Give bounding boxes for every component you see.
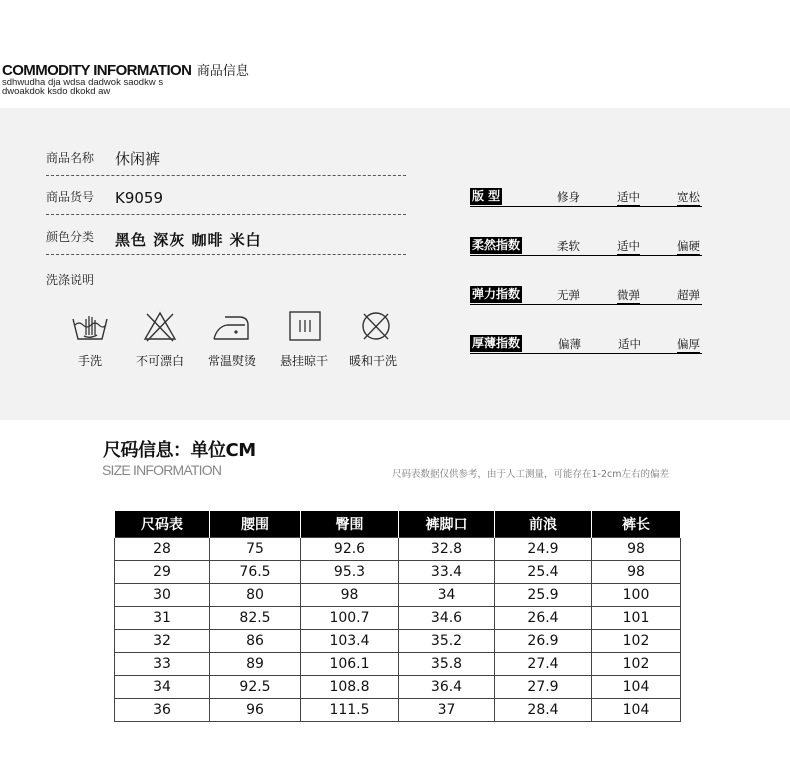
table-cell: 33 bbox=[115, 653, 210, 676]
code-label: 商品货号 bbox=[46, 190, 95, 204]
divider bbox=[46, 254, 406, 255]
size-title: 尺码信息：单位CM bbox=[103, 440, 256, 461]
care-label: 悬挂晾干 bbox=[279, 354, 328, 368]
table-row bbox=[115, 607, 681, 630]
table-cell: 98 bbox=[301, 584, 399, 607]
table-row bbox=[115, 653, 681, 676]
table-cell: 25.4 bbox=[495, 561, 592, 584]
size-subtitle: SIZE INFORMATION bbox=[102, 462, 222, 478]
col-header-size: 尺码表 bbox=[115, 511, 210, 538]
name-value: 休闲裤 bbox=[115, 150, 161, 168]
hand-wash-icon bbox=[70, 309, 110, 345]
table-cell: 27.4 bbox=[495, 653, 592, 676]
care-label: 手洗 bbox=[77, 354, 102, 368]
col-header-hip: 臀围 bbox=[301, 511, 399, 538]
index-label-fit: 版 型 bbox=[472, 189, 501, 203]
table-cell: 76.5 bbox=[210, 561, 301, 584]
table-cell: 103.4 bbox=[301, 630, 399, 653]
index-label-elasticity: 弹力指数 bbox=[472, 287, 521, 301]
table-cell: 26.4 bbox=[495, 607, 592, 630]
index-line bbox=[470, 255, 702, 256]
table-cell: 111.5 bbox=[301, 699, 399, 722]
thickness-option-thin: 偏薄 bbox=[558, 337, 581, 351]
table-row bbox=[115, 584, 681, 607]
softness-option-medium: 适中 bbox=[617, 239, 640, 253]
table-cell: 34 bbox=[115, 676, 210, 699]
table-cell: 35.2 bbox=[399, 630, 495, 653]
index-line bbox=[470, 304, 702, 305]
table-cell: 34 bbox=[399, 584, 495, 607]
table-cell: 33.4 bbox=[399, 561, 495, 584]
elasticity-option-super: 超弹 bbox=[677, 288, 700, 302]
table-cell: 36 bbox=[115, 699, 210, 722]
table-cell: 31 bbox=[115, 607, 210, 630]
table-cell: 27.9 bbox=[495, 676, 592, 699]
table-cell: 36.4 bbox=[399, 676, 495, 699]
table-cell: 80 bbox=[210, 584, 301, 607]
name-label: 商品名称 bbox=[46, 151, 95, 165]
table-cell: 102 bbox=[592, 653, 681, 676]
table-cell: 96 bbox=[210, 699, 301, 722]
table-cell: 100.7 bbox=[301, 607, 399, 630]
table-cell: 106.1 bbox=[301, 653, 399, 676]
index-line bbox=[470, 206, 702, 207]
fit-option-slim: 修身 bbox=[557, 190, 580, 204]
elasticity-option-none: 无弹 bbox=[557, 288, 580, 302]
table-cell: 98 bbox=[592, 538, 681, 561]
subtitle-line-2: dwoakdok ksdo dkokd aw bbox=[2, 86, 111, 97]
size-note: 尺码表数据仅供参考，由于人工测量，可能存在1-2cm左右的偏差 bbox=[392, 469, 669, 480]
section-title-en: COMMODITY INFORMATION bbox=[2, 62, 192, 79]
table-row bbox=[115, 630, 681, 653]
subtitle-line-1: sdhwudha dja wdsa dadwok saodkw s bbox=[2, 77, 164, 88]
hang-dry-icon bbox=[285, 309, 325, 345]
divider bbox=[46, 175, 406, 176]
thickness-option-thick: 偏厚 bbox=[677, 337, 700, 351]
col-header-front-rise: 前浪 bbox=[495, 511, 592, 538]
table-cell: 25.9 bbox=[495, 584, 592, 607]
size-table bbox=[114, 511, 681, 722]
fit-option-loose: 宽松 bbox=[677, 190, 700, 204]
thickness-option-medium: 适中 bbox=[618, 337, 641, 351]
care-label: 暖和干洗 bbox=[348, 354, 397, 368]
table-cell: 104 bbox=[592, 676, 681, 699]
col-header-waist: 腰围 bbox=[210, 511, 301, 538]
table-header-row bbox=[115, 511, 681, 538]
table-cell: 28.4 bbox=[495, 699, 592, 722]
color-value: 黑色 深灰 咖啡 米白 bbox=[115, 231, 262, 249]
table-cell: 24.9 bbox=[495, 538, 592, 561]
table-cell: 92.6 bbox=[301, 538, 399, 561]
care-label: 不可漂白 bbox=[135, 354, 184, 368]
softness-option-hard: 偏硬 bbox=[677, 239, 700, 253]
table-row bbox=[115, 676, 681, 699]
iron-icon bbox=[211, 309, 251, 345]
table-cell: 37 bbox=[399, 699, 495, 722]
table-cell: 101 bbox=[592, 607, 681, 630]
fit-option-regular: 适中 bbox=[617, 190, 640, 204]
table-cell: 32.8 bbox=[399, 538, 495, 561]
table-row bbox=[115, 538, 681, 561]
table-cell: 102 bbox=[592, 630, 681, 653]
table-cell: 86 bbox=[210, 630, 301, 653]
table-cell: 100 bbox=[592, 584, 681, 607]
table-cell: 98 bbox=[592, 561, 681, 584]
col-header-leg-opening: 裤脚口 bbox=[399, 511, 495, 538]
section-title-cn: 商品信息 bbox=[196, 63, 249, 78]
section-subtitle bbox=[2, 78, 163, 96]
table-cell: 28 bbox=[115, 538, 210, 561]
index-line bbox=[470, 353, 702, 354]
col-header-length: 裤长 bbox=[592, 511, 681, 538]
no-tumble-dry-icon bbox=[356, 309, 396, 345]
table-cell: 104 bbox=[592, 699, 681, 722]
divider bbox=[46, 214, 406, 215]
table-cell: 32 bbox=[115, 630, 210, 653]
table-cell: 95.3 bbox=[301, 561, 399, 584]
index-label-softness: 柔然指数 bbox=[472, 238, 521, 252]
table-cell: 89 bbox=[210, 653, 301, 676]
table-cell: 35.8 bbox=[399, 653, 495, 676]
table-row bbox=[115, 699, 681, 722]
table-cell: 108.8 bbox=[301, 676, 399, 699]
table-cell: 92.5 bbox=[210, 676, 301, 699]
table-cell: 82.5 bbox=[210, 607, 301, 630]
code-value: K9059 bbox=[115, 189, 164, 207]
softness-option-soft: 柔软 bbox=[557, 239, 580, 253]
care-label: 常温熨烫 bbox=[207, 354, 256, 368]
elasticity-option-slight: 微弹 bbox=[617, 288, 640, 302]
color-label: 颜色分类 bbox=[46, 230, 95, 244]
table-cell: 26.9 bbox=[495, 630, 592, 653]
table-cell: 29 bbox=[115, 561, 210, 584]
index-label-thickness: 厚薄指数 bbox=[472, 336, 521, 350]
table-cell: 30 bbox=[115, 584, 210, 607]
wash-label: 洗涤说明 bbox=[46, 273, 95, 287]
table-row bbox=[115, 561, 681, 584]
no-bleach-icon bbox=[140, 309, 180, 345]
table-cell: 75 bbox=[210, 538, 301, 561]
table-cell: 34.6 bbox=[399, 607, 495, 630]
